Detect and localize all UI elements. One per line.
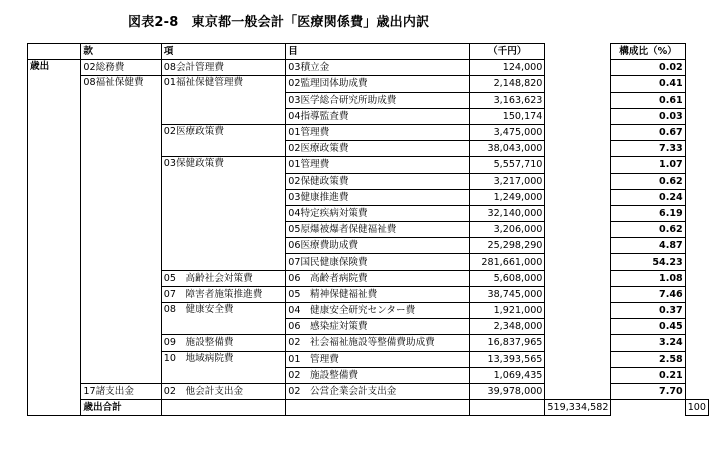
amount-cell: 16,837,965 <box>470 335 545 351</box>
moku-cell: 06 高齢者病院費 <box>286 270 470 286</box>
ratio-cell: 0.62 <box>611 173 685 189</box>
moku-cell: 01管理費 <box>286 157 470 173</box>
amount-cell: 39,978,000 <box>470 383 545 399</box>
ratio-cell: 0.62 <box>611 222 685 238</box>
kou-cell: 07 障害者施策推進費 <box>161 286 286 302</box>
ratio-cell: 0.41 <box>611 76 685 92</box>
ratio-cell: 0.61 <box>611 92 685 108</box>
header-blank <box>28 44 81 60</box>
amount-cell: 2,148,820 <box>470 76 545 92</box>
moku-cell: 07国民健康保険費 <box>286 254 470 270</box>
kou-cell: 02医療政策費 <box>161 124 286 156</box>
ratio-cell: 0.02 <box>611 60 685 76</box>
moku-cell: 02監理団体助成費 <box>286 76 470 92</box>
ratio-cell: 2.58 <box>611 351 685 367</box>
moku-cell: 04特定疾病対策費 <box>286 205 470 221</box>
amount-cell: 1,069,435 <box>470 367 545 383</box>
ratio-cell: 0.45 <box>611 319 685 335</box>
amount-cell: 3,206,000 <box>470 222 545 238</box>
moku-cell: 04 健康安全研究センター費 <box>286 303 470 319</box>
amount-cell: 5,608,000 <box>470 270 545 286</box>
total-amount: 519,334,582 <box>545 400 611 416</box>
ratio-cell: 1.07 <box>611 157 685 173</box>
ratio-cell: 1.08 <box>611 270 685 286</box>
kou-cell: 09 施設整備費 <box>161 335 286 351</box>
ratio-cell: 3.24 <box>611 335 685 351</box>
total-label: 歳出合計 <box>81 400 161 416</box>
amount-cell: 5,557,710 <box>470 157 545 173</box>
header-kan: 款 <box>81 44 161 60</box>
kan-cell: 17諸支出金 <box>81 383 161 399</box>
ratio-cell: 7.33 <box>611 141 685 157</box>
table-row <box>28 76 709 92</box>
header-kou: 項 <box>161 44 286 60</box>
moku-cell: 06医療費助成費 <box>286 238 470 254</box>
amount-cell: 3,163,623 <box>470 92 545 108</box>
kou-cell: 10 地域病院費 <box>161 351 286 383</box>
header-moku: 目 <box>286 44 470 60</box>
moku-cell: 03医学総合研究所助成費 <box>286 92 470 108</box>
amount-cell: 32,140,000 <box>470 205 545 221</box>
header-amount: （千円） <box>470 44 545 60</box>
moku-cell: 03健康推進費 <box>286 189 470 205</box>
ratio-cell: 0.24 <box>611 189 685 205</box>
amount-cell: 25,298,290 <box>470 238 545 254</box>
amount-cell: 3,475,000 <box>470 124 545 140</box>
moku-cell: 01 管理費 <box>286 351 470 367</box>
kou-cell: 03保健政策費 <box>161 157 286 270</box>
table-row <box>28 60 709 76</box>
amount-cell: 281,661,000 <box>470 254 545 270</box>
moku-cell: 05 精神保健福祉費 <box>286 286 470 302</box>
amount-cell: 3,217,000 <box>470 173 545 189</box>
amount-cell: 150,174 <box>470 108 545 124</box>
header-ratio: 構成比（%） <box>611 44 685 60</box>
moku-cell: 01管理費 <box>286 124 470 140</box>
amount-cell: 1,249,000 <box>470 189 545 205</box>
moku-cell: 03積立金 <box>286 60 470 76</box>
ratio-cell: 7.46 <box>611 286 685 302</box>
ratio-cell: 0.21 <box>611 367 685 383</box>
moku-cell: 02 社会福祉施設等整備費助成費 <box>286 335 470 351</box>
kan-cell: 08福祉保健費 <box>81 76 161 384</box>
section-label: 歳出 <box>28 60 81 416</box>
amount-cell: 38,745,000 <box>470 286 545 302</box>
total-ratio: 100 <box>685 400 708 416</box>
kou-cell: 02 他会計支出金 <box>161 383 286 399</box>
amount-cell: 13,393,565 <box>470 351 545 367</box>
ratio-cell: 0.37 <box>611 303 685 319</box>
moku-cell: 02保健政策費 <box>286 173 470 189</box>
ratio-cell: 6.19 <box>611 205 685 221</box>
moku-cell: 02 施設整備費 <box>286 367 470 383</box>
amount-cell: 38,043,000 <box>470 141 545 157</box>
kan-cell: 02総務費 <box>81 60 161 76</box>
kou-cell: 01福祉保健管理費 <box>161 76 286 125</box>
moku-cell: 04指導監査費 <box>286 108 470 124</box>
moku-cell: 05原爆被爆者保健福祉費 <box>286 222 470 238</box>
ratio-cell: 0.67 <box>611 124 685 140</box>
amount-cell: 2,348,000 <box>470 319 545 335</box>
ratio-cell: 4.87 <box>611 238 685 254</box>
total-row <box>28 400 709 416</box>
table-row <box>28 383 709 399</box>
kou-cell: 08会計管理費 <box>161 60 286 76</box>
ratio-cell: 54.23 <box>611 254 685 270</box>
table-header-row <box>28 44 709 60</box>
moku-cell: 02 公営企業会計支出金 <box>286 383 470 399</box>
amount-cell: 1,921,000 <box>470 303 545 319</box>
kou-cell: 05 高齢社会対策費 <box>161 270 286 286</box>
expenditure-table <box>27 43 709 416</box>
ratio-cell: 7.70 <box>611 383 685 399</box>
kou-cell: 08 健康安全費 <box>161 303 286 335</box>
moku-cell: 06 感染症対策費 <box>286 319 470 335</box>
moku-cell: 02医療政策費 <box>286 141 470 157</box>
ratio-cell: 0.03 <box>611 108 685 124</box>
page-title: 図表2-8 東京都一般会計「医療関係費」歳出内訳 <box>128 15 430 30</box>
amount-cell: 124,000 <box>470 60 545 76</box>
